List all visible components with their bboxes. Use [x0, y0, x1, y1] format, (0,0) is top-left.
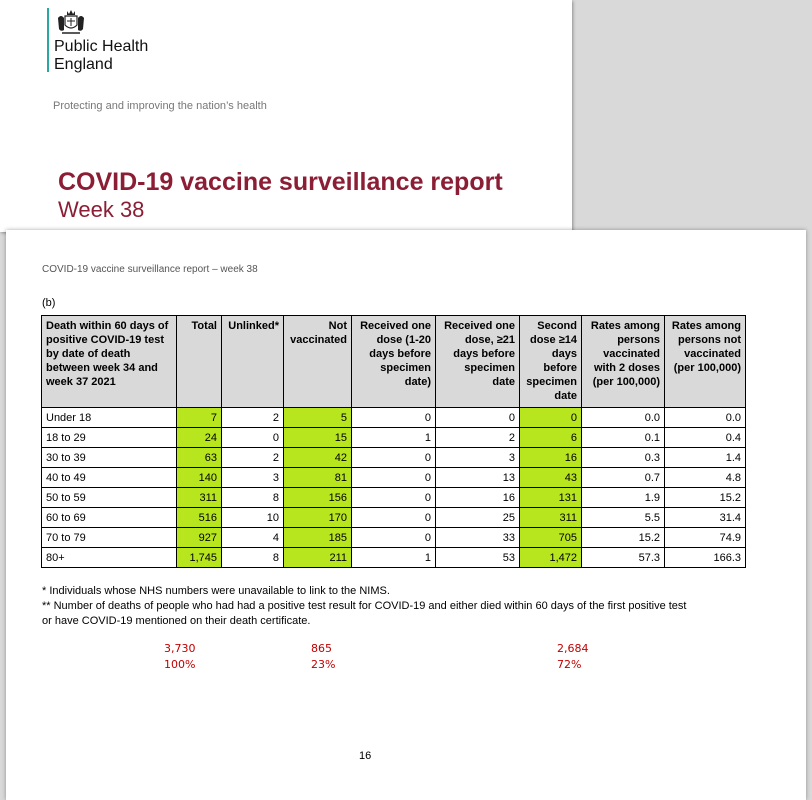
table-row: [42, 548, 746, 568]
not-vaccinated-pct: 23%: [311, 658, 336, 671]
not-vaccinated-cell: 211: [284, 548, 352, 568]
one-dose-late-cell: 0: [436, 408, 520, 428]
one-dose-early-cell: 0: [352, 468, 436, 488]
col-header-death-period: Death within 60 days of positive COVID-19 test by date of death between week 34 and week 37 2021: [42, 316, 177, 408]
not-vaccinated-cell: 15: [284, 428, 352, 448]
second-dose-cell: 1,472: [520, 548, 582, 568]
not-vaccinated-cell: 156: [284, 488, 352, 508]
tagline: Protecting and improving the nation’s health: [53, 100, 267, 112]
one-dose-early-cell: 0: [352, 408, 436, 428]
rate-vaccinated-cell: 57.3: [582, 548, 665, 568]
one-dose-late-cell: 33: [436, 528, 520, 548]
total-cell: 1,745: [177, 548, 222, 568]
one-dose-early-cell: 0: [352, 488, 436, 508]
footnote-deaths-line1: ** Number of deaths of people who had had a positive test result for COVID-19 and either died within 60 days of the first positive test: [42, 600, 687, 612]
rate-not-vaccinated-cell: 15.2: [665, 488, 746, 508]
col-header-not-vaccinated: Not vaccinated: [284, 316, 352, 408]
table-row: [42, 408, 746, 428]
rate-not-vaccinated-cell: 0.4: [665, 428, 746, 448]
table-row: [42, 448, 746, 468]
unlinked-cell: 10: [222, 508, 284, 528]
table-row: [42, 468, 746, 488]
organisation-logo-text: [54, 38, 148, 74]
rate-vaccinated-cell: 0.7: [582, 468, 665, 488]
unlinked-cell: 2: [222, 408, 284, 428]
total-sum-annotation: [164, 641, 196, 673]
second-dose-cell: 16: [520, 448, 582, 468]
one-dose-early-cell: 0: [352, 448, 436, 468]
age-group-cell: 70 to 79: [42, 528, 177, 548]
second-dose-cell: 705: [520, 528, 582, 548]
one-dose-late-cell: 16: [436, 488, 520, 508]
col-header-one-dose-1-20: Received one dose (1-20 days before specimen date): [352, 316, 436, 408]
total-cell: 311: [177, 488, 222, 508]
rate-vaccinated-cell: 15.2: [582, 528, 665, 548]
not-vaccinated-cell: 170: [284, 508, 352, 528]
not-vaccinated-cell: 81: [284, 468, 352, 488]
col-header-rate-not-vaccinated: Rates among persons not vaccinated (per 100,000): [665, 316, 746, 408]
unlinked-cell: 8: [222, 548, 284, 568]
second-dose-cell: 43: [520, 468, 582, 488]
deaths-by-vaccination-table: [41, 315, 746, 568]
rate-vaccinated-cell: 0.1: [582, 428, 665, 448]
footnote-unlinked: * Individuals whose NHS numbers were unavailable to link to the NIMS.: [42, 585, 390, 597]
age-group-cell: 60 to 69: [42, 508, 177, 528]
royal-coat-of-arms-icon: [56, 8, 86, 36]
col-header-unlinked: Unlinked*: [222, 316, 284, 408]
second-dose-cell: 131: [520, 488, 582, 508]
total-cell: 24: [177, 428, 222, 448]
unlinked-cell: 2: [222, 448, 284, 468]
not-vaccinated-sum: 865: [311, 642, 332, 655]
rate-vaccinated-cell: 1.9: [582, 488, 665, 508]
table-label: (b): [42, 297, 56, 309]
rate-not-vaccinated-cell: 31.4: [665, 508, 746, 528]
col-header-rate-vaccinated: Rates among persons vaccinated with 2 doses (per 100,000): [582, 316, 665, 408]
org-name-line2: England: [54, 56, 113, 73]
second-dose-cell: 311: [520, 508, 582, 528]
total-pct: 100%: [164, 658, 196, 671]
one-dose-late-cell: 53: [436, 548, 520, 568]
not-vaccinated-cell: 5: [284, 408, 352, 428]
one-dose-late-cell: 3: [436, 448, 520, 468]
rate-vaccinated-cell: 5.5: [582, 508, 665, 528]
col-header-total: Total: [177, 316, 222, 408]
rate-not-vaccinated-cell: 74.9: [665, 528, 746, 548]
page-number: 16: [359, 750, 372, 762]
second-dose-cell: 6: [520, 428, 582, 448]
one-dose-late-cell: 13: [436, 468, 520, 488]
total-cell: 7: [177, 408, 222, 428]
rate-not-vaccinated-cell: 1.4: [665, 448, 746, 468]
unlinked-cell: 8: [222, 488, 284, 508]
one-dose-early-cell: 1: [352, 428, 436, 448]
not-vaccinated-cell: 42: [284, 448, 352, 468]
table-row: [42, 508, 746, 528]
age-group-cell: 40 to 49: [42, 468, 177, 488]
table-row: [42, 488, 746, 508]
not-vaccinated-cell: 185: [284, 528, 352, 548]
not-vaccinated-sum-annotation: [311, 641, 335, 673]
unlinked-cell: 0: [222, 428, 284, 448]
total-cell: 927: [177, 528, 222, 548]
age-group-cell: 30 to 39: [42, 448, 177, 468]
total-cell: 140: [177, 468, 222, 488]
one-dose-late-cell: 25: [436, 508, 520, 528]
second-dose-pct: 72%: [557, 658, 582, 671]
one-dose-early-cell: 0: [352, 508, 436, 528]
report-cover-page: [0, 0, 572, 232]
unlinked-cell: 3: [222, 468, 284, 488]
col-header-second-dose: Second dose ≥14 days before specimen date: [520, 316, 582, 408]
age-group-cell: 80+: [42, 548, 177, 568]
one-dose-late-cell: 2: [436, 428, 520, 448]
report-week: Week 38: [58, 197, 145, 222]
rate-not-vaccinated-cell: 0.0: [665, 408, 746, 428]
rate-vaccinated-cell: 0.3: [582, 448, 665, 468]
table-header-row: [42, 316, 746, 408]
logo-divider-bar: [47, 8, 49, 72]
one-dose-early-cell: 1: [352, 548, 436, 568]
total-sum: 3,730: [164, 642, 196, 655]
age-group-cell: 18 to 29: [42, 428, 177, 448]
age-group-cell: 50 to 59: [42, 488, 177, 508]
running-header: COVID-19 vaccine surveillance report – week 38: [42, 264, 258, 275]
second-dose-cell: 0: [520, 408, 582, 428]
rate-not-vaccinated-cell: 4.8: [665, 468, 746, 488]
unlinked-cell: 4: [222, 528, 284, 548]
one-dose-early-cell: 0: [352, 528, 436, 548]
col-header-one-dose-21plus: Received one dose, ≥21 days before specimen date: [436, 316, 520, 408]
total-cell: 516: [177, 508, 222, 528]
table-footnotes: [42, 584, 686, 629]
report-title: COVID-19 vaccine surveillance report: [58, 168, 503, 196]
report-page-16: [6, 230, 806, 800]
second-dose-sum: 2,684: [557, 642, 589, 655]
rate-vaccinated-cell: 0.0: [582, 408, 665, 428]
table-row: [42, 428, 746, 448]
rate-not-vaccinated-cell: 166.3: [665, 548, 746, 568]
org-name-line1: Public Health: [54, 38, 149, 55]
age-group-cell: Under 18: [42, 408, 177, 428]
second-dose-sum-annotation: [557, 641, 589, 673]
table-row: [42, 528, 746, 548]
total-cell: 63: [177, 448, 222, 468]
footnote-deaths-line2: or have COVID-19 mentioned on their death certificate.: [42, 615, 311, 627]
